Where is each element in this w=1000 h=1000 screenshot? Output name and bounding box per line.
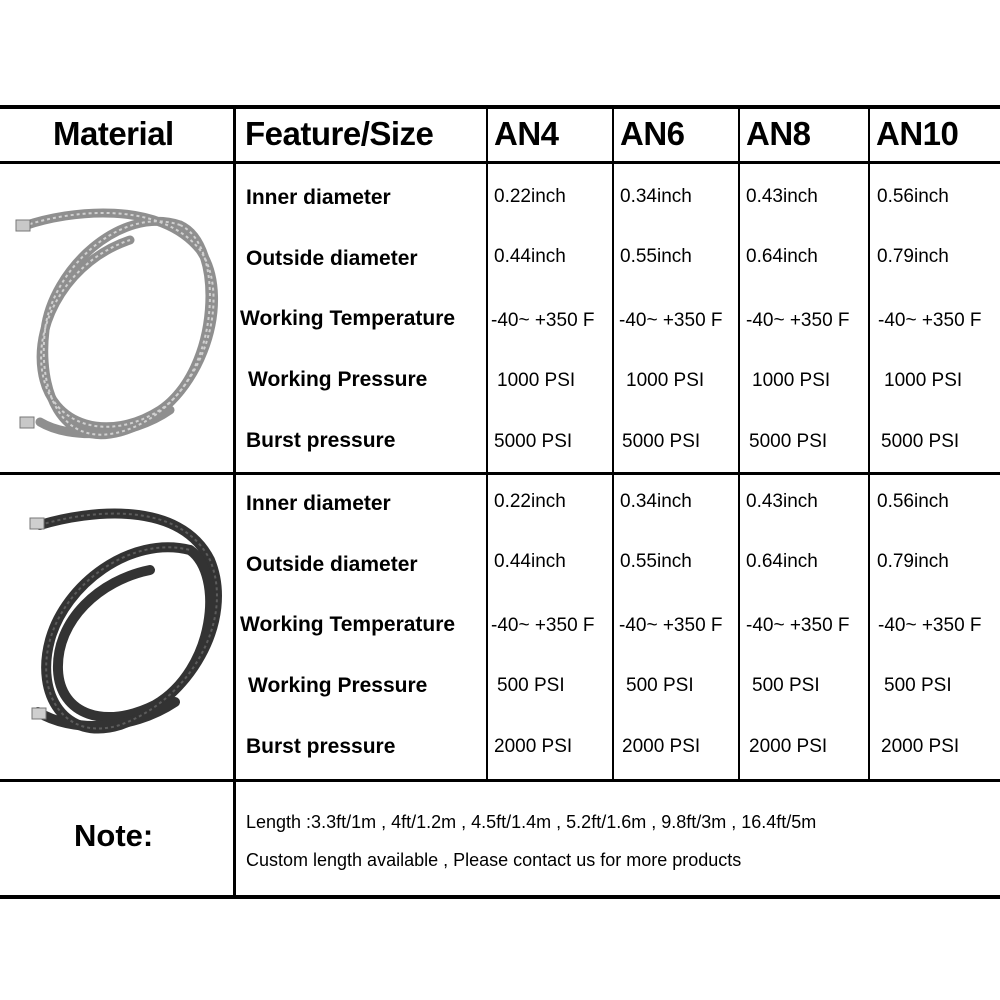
feature-label: Working Temperature <box>240 307 456 330</box>
note-length-options: Length :3.3ft/1m , 4ft/1.2m , 4.5ft/1.4m , 5.2ft/1.6m , 9.8ft/3m , 16.4ft/5m <box>246 812 817 832</box>
value-cell: -40~ +350 F <box>878 615 982 636</box>
size-header-an10: AN10 <box>876 115 959 152</box>
stainless-braided-hose-icon <box>10 170 230 470</box>
feature-label: Working Pressure <box>248 674 428 697</box>
value-cell: 5000 PSI <box>494 431 573 452</box>
feature-label: Burst pressure <box>246 735 396 758</box>
value-cell: 0.79inch <box>877 551 949 572</box>
header-divider <box>0 161 1000 164</box>
value-cell: -40~ +350 F <box>746 615 850 636</box>
value-cell: -40~ +350 F <box>619 310 723 331</box>
table-border-top <box>0 105 1000 109</box>
size-header-an8: AN8 <box>746 115 811 152</box>
feature-label: Inner diameter <box>246 186 391 209</box>
value-cell: 0.43inch <box>746 491 818 512</box>
feature-label: Inner diameter <box>246 492 391 515</box>
value-cell: 0.55inch <box>620 246 692 267</box>
value-cell: 0.22inch <box>494 491 566 512</box>
value-cell: -40~ +350 F <box>491 615 595 636</box>
value-cell: 0.55inch <box>620 551 692 572</box>
value-cell: 2000 PSI <box>622 736 701 757</box>
note-label: Note: <box>74 818 154 853</box>
value-cell: 0.64inch <box>746 246 818 267</box>
value-cell: 0.43inch <box>746 186 818 207</box>
value-cell: 500 PSI <box>497 675 565 696</box>
value-cell: 5000 PSI <box>622 431 701 452</box>
value-cell: 1000 PSI <box>497 370 576 391</box>
size-header-an6: AN6 <box>620 115 685 152</box>
feature-label: Outside diameter <box>246 247 418 270</box>
value-cell: -40~ +350 F <box>491 310 595 331</box>
material-header: Material <box>53 115 174 152</box>
value-cell: 1000 PSI <box>626 370 705 391</box>
value-cell: 0.64inch <box>746 551 818 572</box>
value-cell: -40~ +350 F <box>878 310 982 331</box>
table-border-bottom <box>0 895 1000 899</box>
value-cell: 0.22inch <box>494 186 566 207</box>
value-cell: -40~ +350 F <box>619 615 723 636</box>
value-cell: 0.56inch <box>877 186 949 207</box>
material-divider <box>233 105 236 899</box>
size-divider-4 <box>868 105 870 781</box>
size-divider-1 <box>486 105 488 781</box>
value-cell: 1000 PSI <box>752 370 831 391</box>
feature-size-header: Feature/Size <box>245 115 434 152</box>
size-header-an4: AN4 <box>494 115 559 152</box>
feature-label: Outside diameter <box>246 553 418 576</box>
feature-label: Working Temperature <box>240 613 456 636</box>
size-divider-2 <box>612 105 614 781</box>
value-cell: 500 PSI <box>626 675 694 696</box>
value-cell: 500 PSI <box>752 675 820 696</box>
value-cell: 2000 PSI <box>749 736 828 757</box>
value-cell: 2000 PSI <box>881 736 960 757</box>
feature-label: Burst pressure <box>246 429 396 452</box>
size-divider-3 <box>738 105 740 781</box>
value-cell: 1000 PSI <box>884 370 963 391</box>
value-cell: 0.44inch <box>494 246 566 267</box>
value-cell: 5000 PSI <box>749 431 828 452</box>
value-cell: 0.34inch <box>620 491 692 512</box>
feature-label: Working Pressure <box>248 368 428 391</box>
value-cell: 0.34inch <box>620 186 692 207</box>
note-custom-length: Custom length available , Please contact us for more products <box>246 850 742 870</box>
value-cell: 5000 PSI <box>881 431 960 452</box>
group-divider <box>0 472 1000 475</box>
value-cell: 0.79inch <box>877 246 949 267</box>
value-cell: 0.56inch <box>877 491 949 512</box>
value-cell: 2000 PSI <box>494 736 573 757</box>
black-nylon-braided-hose-icon <box>10 480 230 780</box>
value-cell: 500 PSI <box>884 675 952 696</box>
value-cell: 0.44inch <box>494 551 566 572</box>
value-cell: -40~ +350 F <box>746 310 850 331</box>
